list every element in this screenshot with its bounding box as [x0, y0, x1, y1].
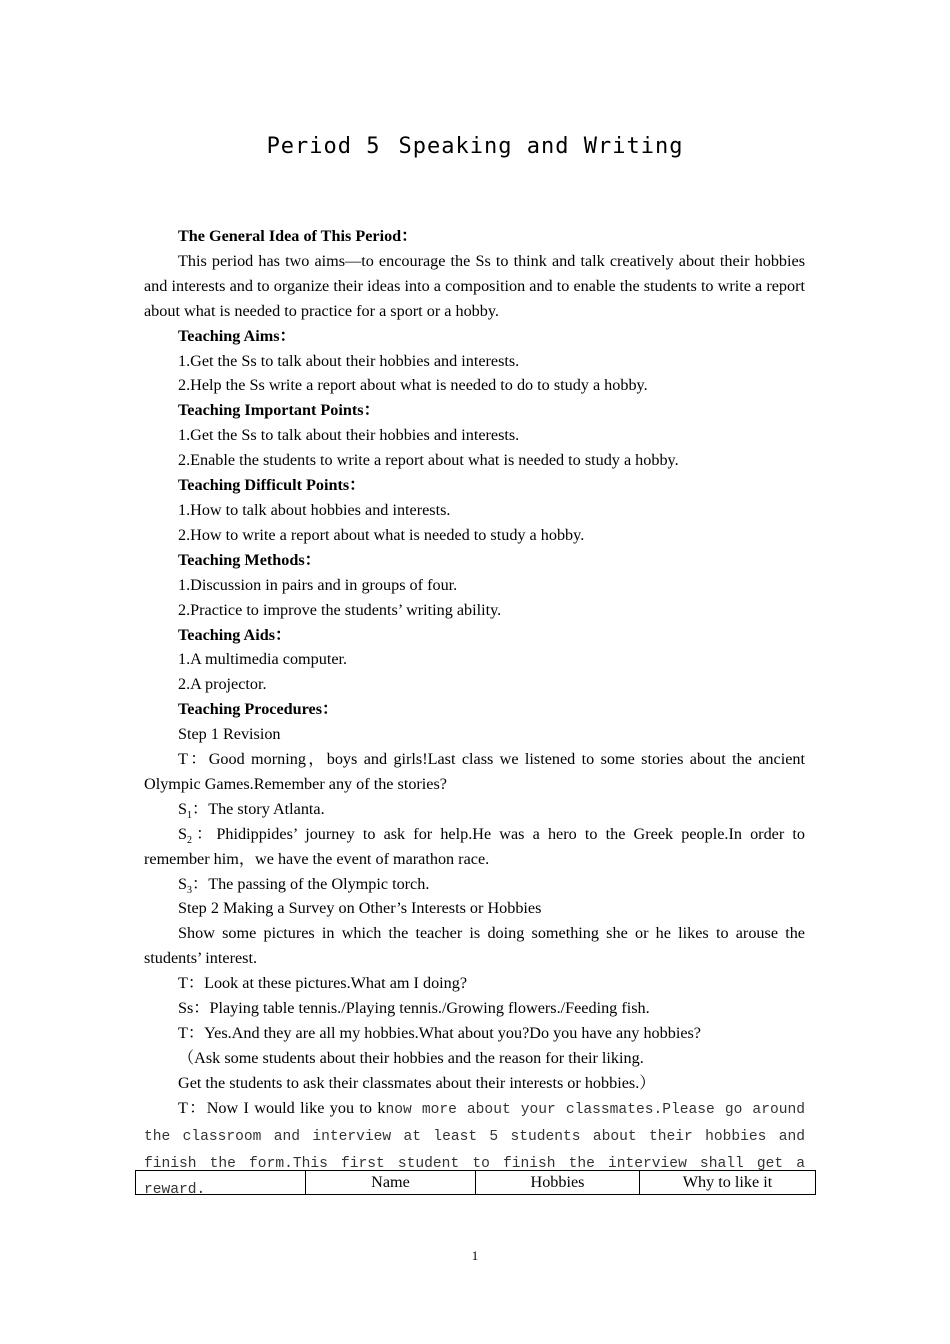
- table-header-blank: [136, 1171, 306, 1195]
- show-pictures-instruction: Show some pictures in which the teacher is doing something she or he likes to arouse the students’ interest.: [144, 924, 805, 968]
- table-header-hobbies: Hobbies: [476, 1171, 640, 1195]
- important-point-2: 2.Enable the students to write a report about what is needed to study a hobby.: [178, 451, 679, 470]
- teaching-method-1: 1.Discussion in pairs and in groups of four.: [178, 575, 458, 594]
- teaching-aids-heading: Teaching Aids：: [178, 625, 292, 644]
- teaching-aims-heading: Teaching Aims：: [178, 326, 296, 345]
- table-header-why: Why to like it: [640, 1171, 816, 1195]
- teaching-aim-2: 2.Help the Ss write a report about what is needed to do to study a hobby.: [178, 376, 648, 395]
- teacher-line-4-rest: now more about your classmates.Please go around the classroom and interview at least 5 students about their hobbies and finish the form.This first student to finish the interview shall get a reward.: [144, 1101, 805, 1199]
- teaching-method-2: 2.Practice to improve the students’ writing ability.: [178, 600, 502, 619]
- important-points-heading: Teaching Important Points：: [178, 401, 380, 420]
- speaker-label: S: [178, 874, 188, 893]
- ask-instruction-1: （Ask some students about their hobbies and the reason for their liking.: [178, 1048, 644, 1067]
- table-header-name: Name: [306, 1171, 476, 1195]
- teaching-aim-1: 1.Get the Ss to talk about their hobbies and interests.: [178, 351, 520, 370]
- teacher-line-4-start: T：Now I would like you to k: [178, 1098, 386, 1117]
- page-title: [0, 134, 950, 159]
- speaker-text: ：Phidippides’ journey to ask for help.He was a hero to the Greek people.In order to remember him，we have the event of marathon race.: [144, 824, 805, 868]
- general-idea-heading: The General Idea of This Period：: [178, 227, 418, 245]
- teacher-line-3: T：Yes.And they are all my hobbies.What about you?Do you have any hobbies?: [178, 1024, 701, 1042]
- teacher-line-2: T：Look at these pictures.What am I doing?: [178, 974, 468, 993]
- difficult-point-2: 2.How to write a report about what is needed to study a hobby.: [178, 525, 585, 544]
- student-2-line: [144, 822, 805, 872]
- student-1-line: [144, 797, 805, 822]
- table-header-row: [136, 1171, 816, 1195]
- speaker-label: S: [178, 799, 188, 818]
- interview-form-table: [135, 1170, 816, 1195]
- page-number: 1: [471, 1248, 479, 1263]
- speaker-index: 1: [187, 810, 193, 822]
- important-point-1: 1.Get the Ss to talk about their hobbies and interests.: [178, 426, 520, 445]
- lesson-body: [144, 224, 805, 1203]
- teaching-procedures-heading: Teaching Procedures：: [178, 700, 339, 719]
- teaching-aid-1: 1.A multimedia computer.: [178, 650, 348, 669]
- speaker-index: 2: [187, 834, 193, 846]
- teacher-line-1: T：Good morning，boys and girls!Last class we listened to some stories about the ancient Olympic Games.Remember any of the stories?: [144, 750, 805, 793]
- difficult-points-heading: Teaching Difficult Points：: [178, 476, 366, 495]
- general-idea-text: This period has two aims—to encourage the Ss to think and talk creatively about their hobbies and interests and to organize their ideas into a composition and to enable the students to write a report about what is needed to practice for a sport or a hobby.: [144, 251, 805, 320]
- speaker-index: 3: [187, 884, 193, 896]
- difficult-point-1: 1.How to talk about hobbies and interests.: [178, 500, 451, 519]
- teaching-aid-2: 2.A projector.: [178, 675, 267, 694]
- student-3-line: [144, 872, 805, 897]
- teaching-methods-heading: Teaching Methods：: [178, 550, 321, 569]
- speaker-text: ：The passing of the Olympic torch.: [192, 874, 430, 893]
- speaker-text: ：The story Atlanta.: [192, 799, 325, 818]
- speaker-label: S: [178, 824, 188, 843]
- step-1-heading: Step 1 Revision: [178, 725, 281, 744]
- step-2-heading: Step 2 Making a Survey on Other’s Interests or Hobbies: [178, 899, 542, 918]
- ask-instruction-2: Get the students to ask their classmates about their interests or hobbies.）: [178, 1073, 656, 1092]
- title-period: Period 5: [266, 134, 381, 159]
- students-answer: Ss：Playing table tennis./Playing tennis./Growing flowers./Feeding fish.: [178, 999, 650, 1018]
- title-topic: Speaking and Writing: [398, 134, 684, 159]
